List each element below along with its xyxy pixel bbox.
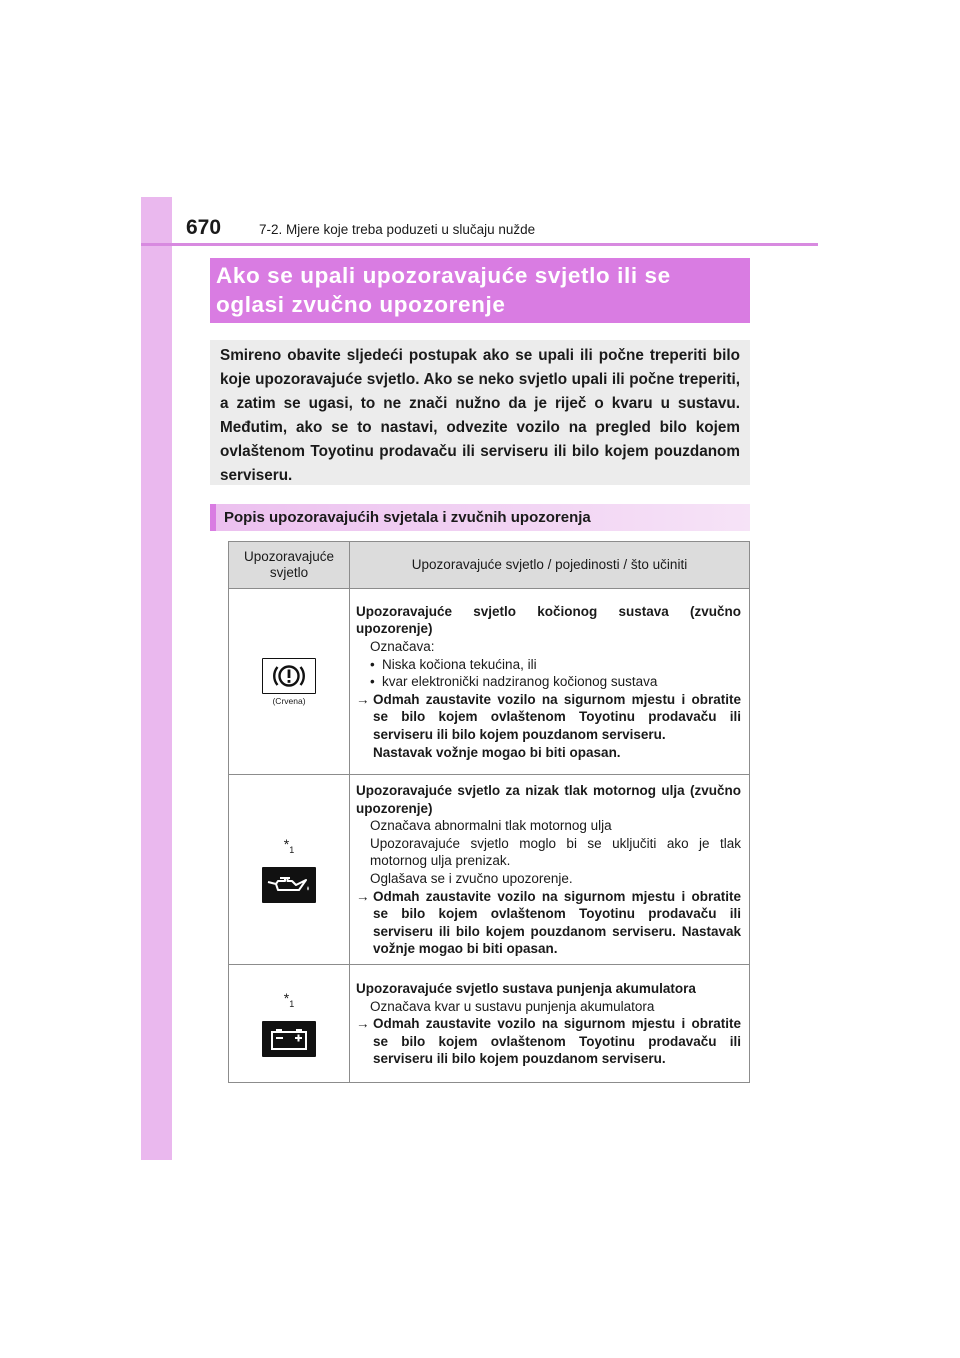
brake-warning-icon <box>262 658 316 694</box>
detail-line: Oglašava se i zvučno upozorenje. <box>370 870 573 886</box>
detail-line: Označava kvar u sustavu punjenja akumulatora <box>370 998 655 1014</box>
oil-pressure-icon <box>262 867 316 903</box>
icon-cell <box>229 589 350 775</box>
detail-line: Označava abnormalni tlak motornog ulja <box>370 818 612 834</box>
arrow-icon: → <box>356 888 370 904</box>
action-instruction <box>356 1015 741 1068</box>
light-title: Upozoravajuće svjetlo za nizak tlak motornog ulja (zvučno upozorenje) <box>356 783 741 816</box>
table-row <box>229 775 750 965</box>
subsection-heading: Popis upozoravajućih svjetala i zvučnih upozorenja <box>210 504 750 531</box>
title-line-2: oglasi zvučno upozorenje <box>216 292 506 317</box>
table-header-row <box>229 542 750 589</box>
col-header-details: Upozoravajuće svjetlo / pojedinosti / što učiniti <box>350 542 750 589</box>
section-breadcrumb: 7-2. Mjere koje treba poduzeti u slučaju nužde <box>259 222 536 237</box>
section-title <box>210 258 750 323</box>
title-line-1: Ako se upali upozoravajuće svjetlo ili se <box>216 263 671 288</box>
action-instruction <box>356 888 741 958</box>
list-item: • kvar elektronički nadziranog kočionog sustava <box>370 674 658 690</box>
footnote-mark: $*_1$ <box>283 990 295 1009</box>
action-text: Odmah zaustavite vozilo na sigurnom mjestu i obratite se bilo kojem ovlaštenom Toyotinu prodavaču ili serviseru ili bilo kojem pouzdanom serviseru. Nastavak vožnje mogao bi biti opasan. <box>373 888 741 957</box>
icon-caption: (Crvena) <box>272 695 306 706</box>
icon-cell <box>229 775 350 965</box>
battery-icon <box>262 1021 316 1057</box>
warning-light-table <box>228 541 750 1083</box>
details-cell <box>350 589 750 775</box>
action-note: Nastavak vožnje mogao bi biti opasan. <box>373 744 621 760</box>
page-number: 670 <box>186 216 222 239</box>
detail-line: Upozoravajuće svjetlo moglo bi se uključiti ako je tlak motornog ulja prenizak. <box>370 835 741 869</box>
list-item: • Niska kočiona tekućina, ili <box>370 656 537 672</box>
bullet-text: Niska kočiona tekućina, ili <box>382 656 537 672</box>
action-instruction <box>356 691 741 744</box>
col-header-light: Upozoravajuće svjetlo <box>229 542 350 589</box>
details-cell <box>350 964 750 1082</box>
icon-cell <box>229 964 350 1082</box>
chapter-side-tab <box>141 197 172 1160</box>
intro-paragraph: Smireno obavite sljedeći postupak ako se upali ili počne treperiti bilo koje upozoravajuće svjetlo. Ako se neko svjetlo upali ili počne treperiti, a zatim se ugasi, to ne znači nužno da je riječ o kvaru u sustavu. Međutim, ako se to nastavi, odvezite vozilo na pregled bilo kojem ovlaštenom Toyotinu prodavaču ili serviseru ili bilo kojem pouzdanom serviseru. <box>210 340 750 485</box>
arrow-icon: → <box>356 691 370 707</box>
light-title: Upozoravajuće svjetlo sustava punjenja akumulatora <box>356 980 696 996</box>
arrow-icon: → <box>356 1016 370 1032</box>
footnote-mark: $*_1$ <box>283 836 295 855</box>
table-row <box>229 589 750 775</box>
table-row <box>229 964 750 1082</box>
action-text: Odmah zaustavite vozilo na sigurnom mjestu i obratite se bilo kojem ovlaštenom Toyotinu prodavaču ili serviseru ili bilo kojem pouzdanom serviseru. <box>373 1016 741 1067</box>
action-text: Odmah zaustavite vozilo na sigurnom mjestu i obratite se bilo kojem ovlaštenom Toyotinu prodavaču ili serviseru ili bilo kojem pouzdanom serviseru. <box>373 691 741 742</box>
header-divider <box>141 243 818 246</box>
details-cell <box>350 775 750 965</box>
detail-line: Označava: <box>370 639 435 655</box>
light-title: Upozoravajuće svjetlo kočionog sustava (zvučno upozorenje) <box>356 603 741 637</box>
bullet-text: kvar elektronički nadziranog kočionog sustava <box>382 674 658 690</box>
